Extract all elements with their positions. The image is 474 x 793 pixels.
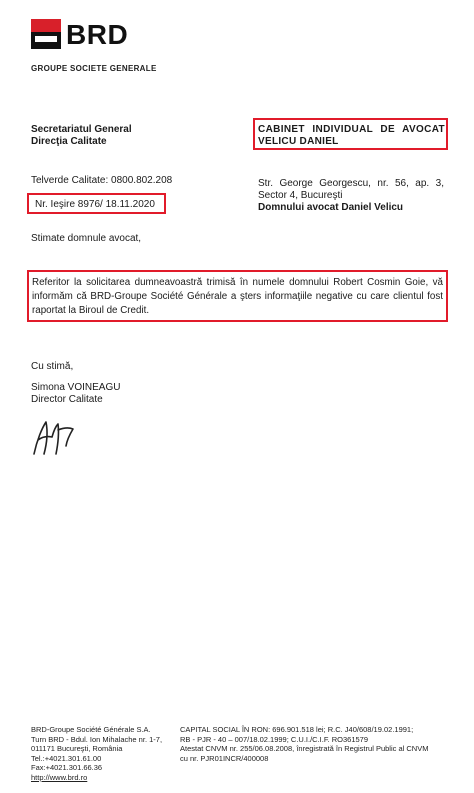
highlight-box-paragraph xyxy=(27,270,448,322)
footer-city: 011171 Bucureşti, România xyxy=(31,744,123,754)
signer-name: Simona VOINEAGU xyxy=(31,382,121,393)
highlight-box-recipient xyxy=(253,118,448,150)
footer-fax: Fax:+4021.301.66.36 xyxy=(31,763,103,773)
sender-division: Direcţia Calitate xyxy=(31,136,107,147)
brand-name: BRD xyxy=(66,19,129,50)
footer-legal-capital: CAPITAL SOCIAL ÎN RON: 696.901.518 lei; R.C. J40/608/19.02.1991; xyxy=(180,725,414,734)
closing: Cu stimă, xyxy=(31,361,74,372)
footer-legal-registry: RB - PJR - 40 – 007/18.02.1999; C.U.I./C.I.F. RO361579 xyxy=(180,734,369,744)
body-paragraph: Referitor la solicitarea dumneavoastră trimisă în numele domnului Robert Cosmin Goie, vă informăm că BRD-Groupe Société Générale a şters informaţiile negative cu care clientul fost raportat la Biroul de Credit. xyxy=(32,277,443,316)
footer-website-link[interactable]: http://www.brd.ro xyxy=(31,773,88,782)
sender-phone: Telverde Calitate: 0800.802.208 xyxy=(31,175,173,186)
recipient-address-line2: Sector 4, Bucureşti xyxy=(258,190,343,201)
footer-phone: Tel.:+4021.301.61.00 xyxy=(31,753,102,763)
signature-icon xyxy=(28,410,84,460)
sender-department: Secretariatul General xyxy=(31,124,132,135)
footer-company: BRD-Groupe Société Générale S.A. xyxy=(31,725,151,734)
footer-legal-pjr: cu nr. PJR01INCR/400008 xyxy=(180,753,269,763)
footer-legal-cnvm: Atestat CNVM nr. 255/06.08.2008, înregistrată în Registrul Public al CNVM xyxy=(180,744,429,754)
signer-title: Director Calitate xyxy=(31,394,103,405)
recipient-name: VELICU DANIEL xyxy=(258,136,339,147)
brand-group: GROUPE SOCIETE GENERALE xyxy=(31,64,157,73)
greeting: Stimate domnule avocat, xyxy=(31,233,142,244)
recipient-address-line1: Str. George Georgescu, nr. 56, ap. 3, xyxy=(258,178,444,189)
reference-number: Nr. Ieşire 8976/ 18.11.2020 xyxy=(35,199,155,210)
footer-address: Turn BRD - Bdul. Ion Mihalache nr. 1-7, xyxy=(31,734,163,744)
recipient-cabinet: CABINET INDIVIDUAL DE AVOCAT xyxy=(258,124,445,135)
brd-logo-icon xyxy=(31,19,61,49)
recipient-addressee: Domnului avocat Daniel Velicu xyxy=(258,202,404,213)
highlight-box-reference xyxy=(27,193,166,214)
